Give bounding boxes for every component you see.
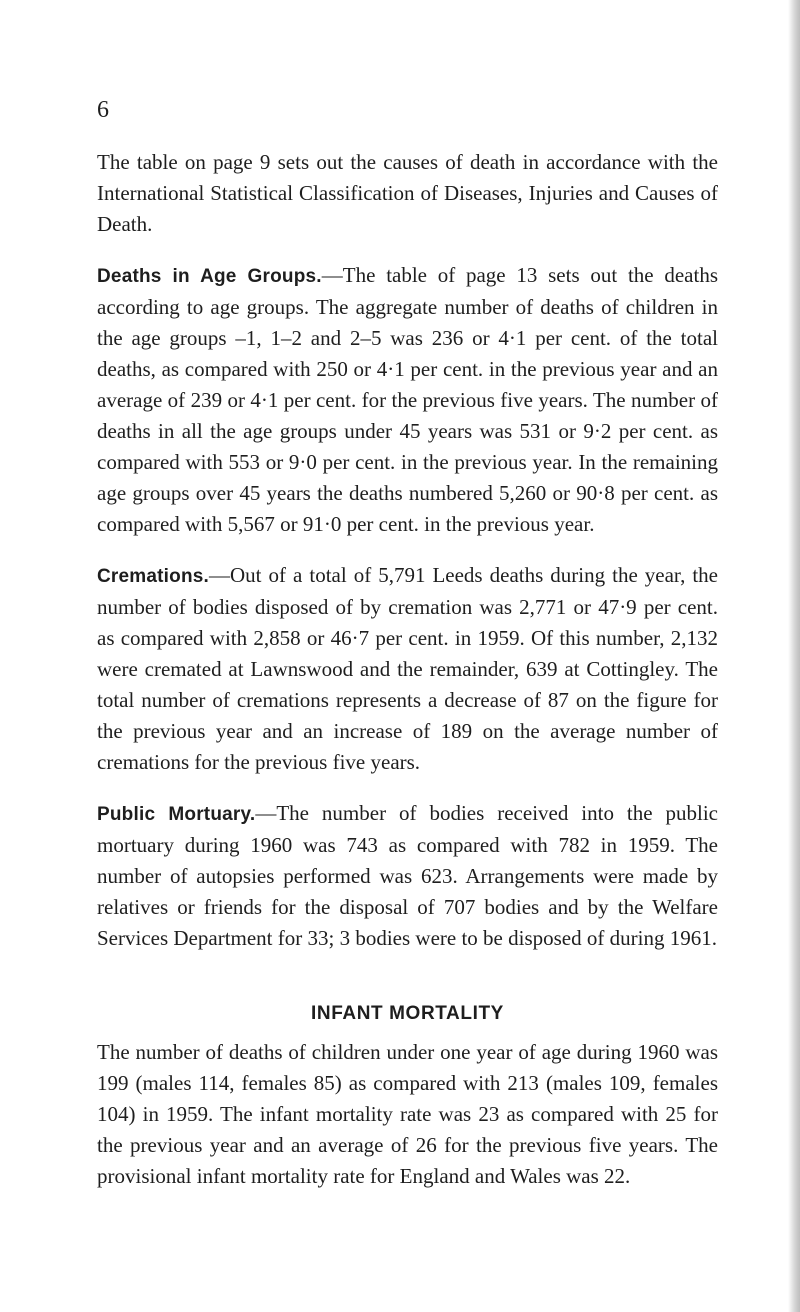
cremations-text: —Out of a total of 5,791 Leeds deaths during the year, the number of bodies disposed of by cremation was 2,771 or 47·9 per cent. as compared with 2,858 or 46·7 per cent. in 1959. Of this number, 2,132 were cremated at Lawnswood and the remainder, 639 at Cottingley. The total number of cremations represents a decrease of 87 on the figure for the previous year and an increase of 189 on the average number of cremations for the previous five years. xyxy=(97,563,718,774)
page-edge-shadow xyxy=(788,0,800,1312)
cremations-heading: Cremations. xyxy=(97,566,210,587)
page-body xyxy=(97,147,718,1212)
mortuary-text: —The number of bodies received into the public mortuary during 1960 was 743 as compared with 782 in 1959. The number of autopsies performed was 623. Arrangements were made by relatives or friends for the disposal of 707 bodies and by the Welfare Services Department for 33; 3 bodies were to be disposed of during 1961. xyxy=(97,801,718,950)
infant-mortality-heading: INFANT MORTALITY xyxy=(311,1003,504,1024)
infant-mortality-text: The number of deaths of children under one year of age during 1960 was 199 (males 114, females 85) as compared with 213 (males 109, females 104) in 1959. The infant mortality rate was 23 as compared with 25 for the previous year and an average of 26 for the previous five years. The provisional infant mortality rate for England and Wales was 22. xyxy=(97,1040,718,1188)
age-groups-text: —The table of page 13 sets out the deaths according to age groups. The aggregate number of deaths of children in the age groups –1, 1–2 and 2–5 was 236 or 4·1 per cent. of the total deaths, as compared with 250 or 4·1 per cent. in the previous year and an average of 239 or 4·1 per cent. for the previous five years. The number of deaths in all the age groups under 45 years was 531 or 9·2 per cent. as compared with 553 or 9·0 per cent. in the previous year. In the remaining age groups over 45 years the deaths numbered 5,260 or 90·8 per cent. as compared with 5,567 or 91·0 per cent. in the previous year. xyxy=(97,263,718,536)
mortuary-paragraph xyxy=(97,798,718,954)
age-groups-heading: Deaths in Age Groups. xyxy=(97,266,322,287)
age-groups-paragraph xyxy=(97,260,718,540)
page-number: 6 xyxy=(97,97,109,123)
intro-paragraph xyxy=(97,147,718,240)
intro-text: The table on page 9 sets out the causes of death in accordance with the International Statistical Classification of Diseases, Injuries and Causes of Death. xyxy=(97,150,718,236)
infant-mortality-paragraph xyxy=(97,1037,718,1192)
cremations-paragraph xyxy=(97,560,718,778)
mortuary-heading: Public Mortuary. xyxy=(97,804,256,825)
